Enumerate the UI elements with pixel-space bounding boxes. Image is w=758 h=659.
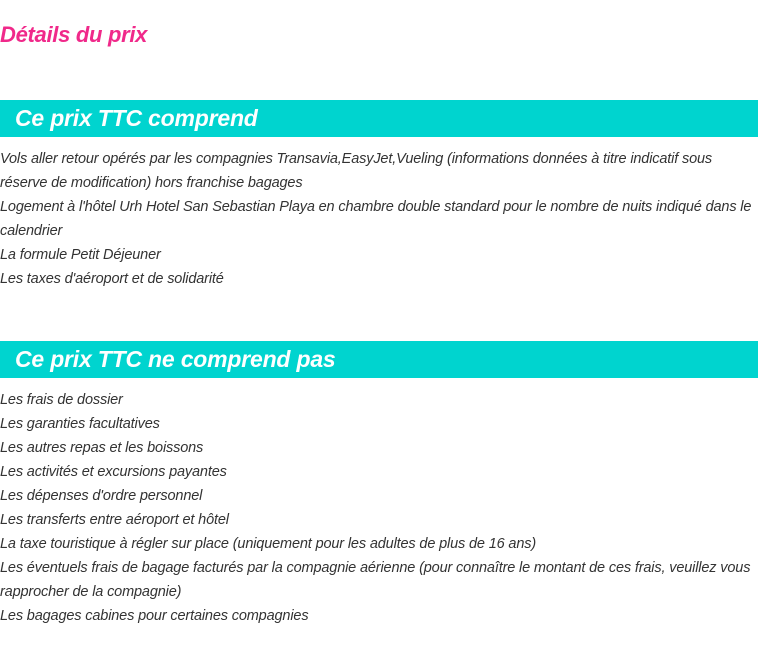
list-item: Les transferts entre aéroport et hôtel	[0, 512, 229, 528]
included-section-header: Ce prix TTC comprend	[0, 100, 758, 137]
list-item: La formule Petit Déjeuner	[0, 247, 161, 263]
list-item: Les bagages cabines pour certaines compagnies	[0, 608, 309, 624]
list-item: Les activités et excursions payantes	[0, 464, 227, 480]
included-list	[0, 147, 758, 291]
list-item: Les frais de dossier	[0, 392, 123, 408]
list-item: Les autres repas et les boissons	[0, 440, 204, 456]
list-item: Les éventuels frais de bagage facturés par la compagnie aérienne (pour connaître le montant de ces frais, veuillez vous rapprocher de la compagnie)	[0, 560, 751, 600]
excluded-section-header: Ce prix TTC ne comprend pas	[0, 341, 758, 378]
list-item: Les taxes d'aéroport et de solidarité	[0, 271, 224, 287]
list-item: Les garanties facultatives	[0, 416, 160, 432]
page-title: Détails du prix	[0, 22, 148, 47]
excluded-list	[0, 388, 758, 628]
list-item: La taxe touristique à régler sur place (uniquement pour les adultes de plus de 16 ans)	[0, 536, 537, 552]
list-item: Logement à l'hôtel Urh Hotel San Sebastian Playa en chambre double standard pour le nombre de nuits indiqué dans le calendrier	[0, 199, 752, 239]
list-item: Vols aller retour opérés par les compagnies Transavia,EasyJet,Vueling (informations données à titre indicatif sous réserve de modification) hors franchise bagages	[0, 151, 713, 191]
list-item: Les dépenses d'ordre personnel	[0, 488, 203, 504]
